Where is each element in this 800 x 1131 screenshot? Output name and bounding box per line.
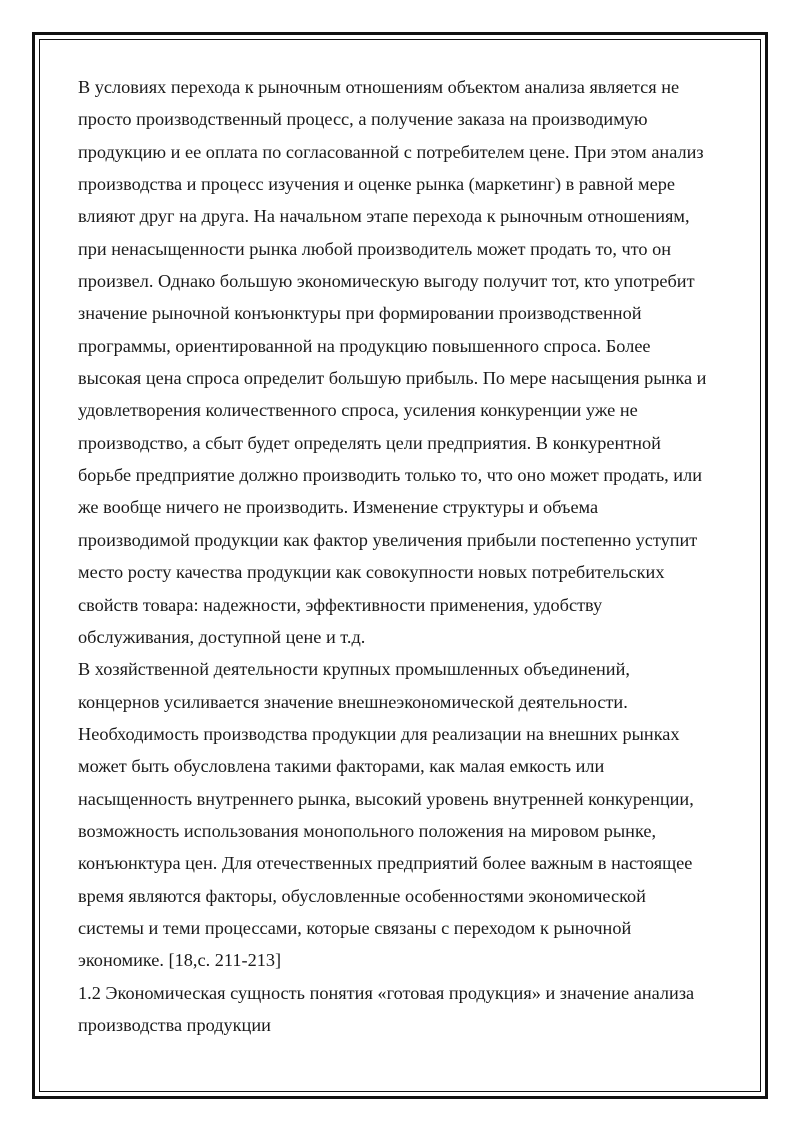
text-line: же вообще ничего не производить. Изменение структуры и объема: [78, 497, 599, 518]
text-line: место росту качества продукции как совокупности новых потребительских: [78, 562, 665, 583]
text-line: высокая цена спроса определит большую прибыль. По мере насыщения рынка и: [78, 368, 707, 389]
text-line: программы, ориентированной на продукцию повышенного спроса. Более: [78, 335, 651, 356]
text-line: при ненасыщенности рынка любой производитель может продать то, что он: [78, 238, 672, 259]
text-line: может быть обусловлена такими факторами, как малая емкость или: [78, 756, 605, 777]
text-line: В условиях перехода к рыночным отношениям объектом анализа является не: [78, 77, 680, 97]
text-line: время являются факторы, обусловленные особенностями экономической: [78, 885, 646, 906]
text-line: концернов усиливается значение внешнеэкономической деятельности.: [78, 691, 628, 712]
text-line: производства и процесс изучения и оценке рынка (маркетинг) в равной мере: [78, 174, 675, 195]
text-line: производство, а сбыт будет определять цели предприятия. В конкурентной: [78, 432, 661, 453]
text-line: продукцию и ее оплата по согласованной с потребителем цене. При этом анализ: [78, 141, 704, 162]
text-line: насыщенность внутреннего рынка, высокий уровень внутренней конкуренции,: [78, 788, 694, 809]
text-line: экономике. [18,с. 211-213]: [78, 950, 282, 971]
text-line: значение рыночной конъюнктуры при формировании производственной: [78, 303, 642, 324]
text-line: влияют друг на друга. На начальном этапе перехода к рыночным отношениям,: [78, 206, 690, 227]
section-heading-line: 1.2 Экономическая сущность понятия «готовая продукция» и значение анализа: [78, 982, 695, 1003]
section-heading-line: производства продукции: [78, 1014, 271, 1035]
document-body: [78, 71, 738, 1041]
text-line: Необходимость производства продукции для реализации на внешних рынках: [78, 723, 680, 744]
text-line: произвел. Однако большую экономическую выгоду получит тот, кто употребит: [78, 271, 695, 292]
text-line: В хозяйственной деятельности крупных промышленных объединений,: [78, 659, 630, 680]
text-line: конъюнктура цен. Для отечественных предприятий более важным в настоящее: [78, 853, 693, 874]
text-line: удовлетворения количественного спроса, усиления конкуренции уже не: [78, 400, 638, 421]
text-line: системы и теми процессами, которые связаны с переходом к рыночной: [78, 917, 632, 938]
text-line: возможность использования монопольного положения на мировом рынке,: [78, 820, 657, 841]
text-line: просто производственный процесс, а получение заказа на производимую: [78, 109, 648, 130]
text-line: свойств товара: надежности, эффективности применения, удобству: [78, 594, 603, 615]
text-line: борьбе предприятие должно производить только то, что оно может продать, или: [78, 465, 702, 486]
text-line: производимой продукции как фактор увеличения прибыли постепенно уступит: [78, 529, 698, 550]
text-line: обслуживания, доступной цене и т.д.: [78, 626, 366, 647]
